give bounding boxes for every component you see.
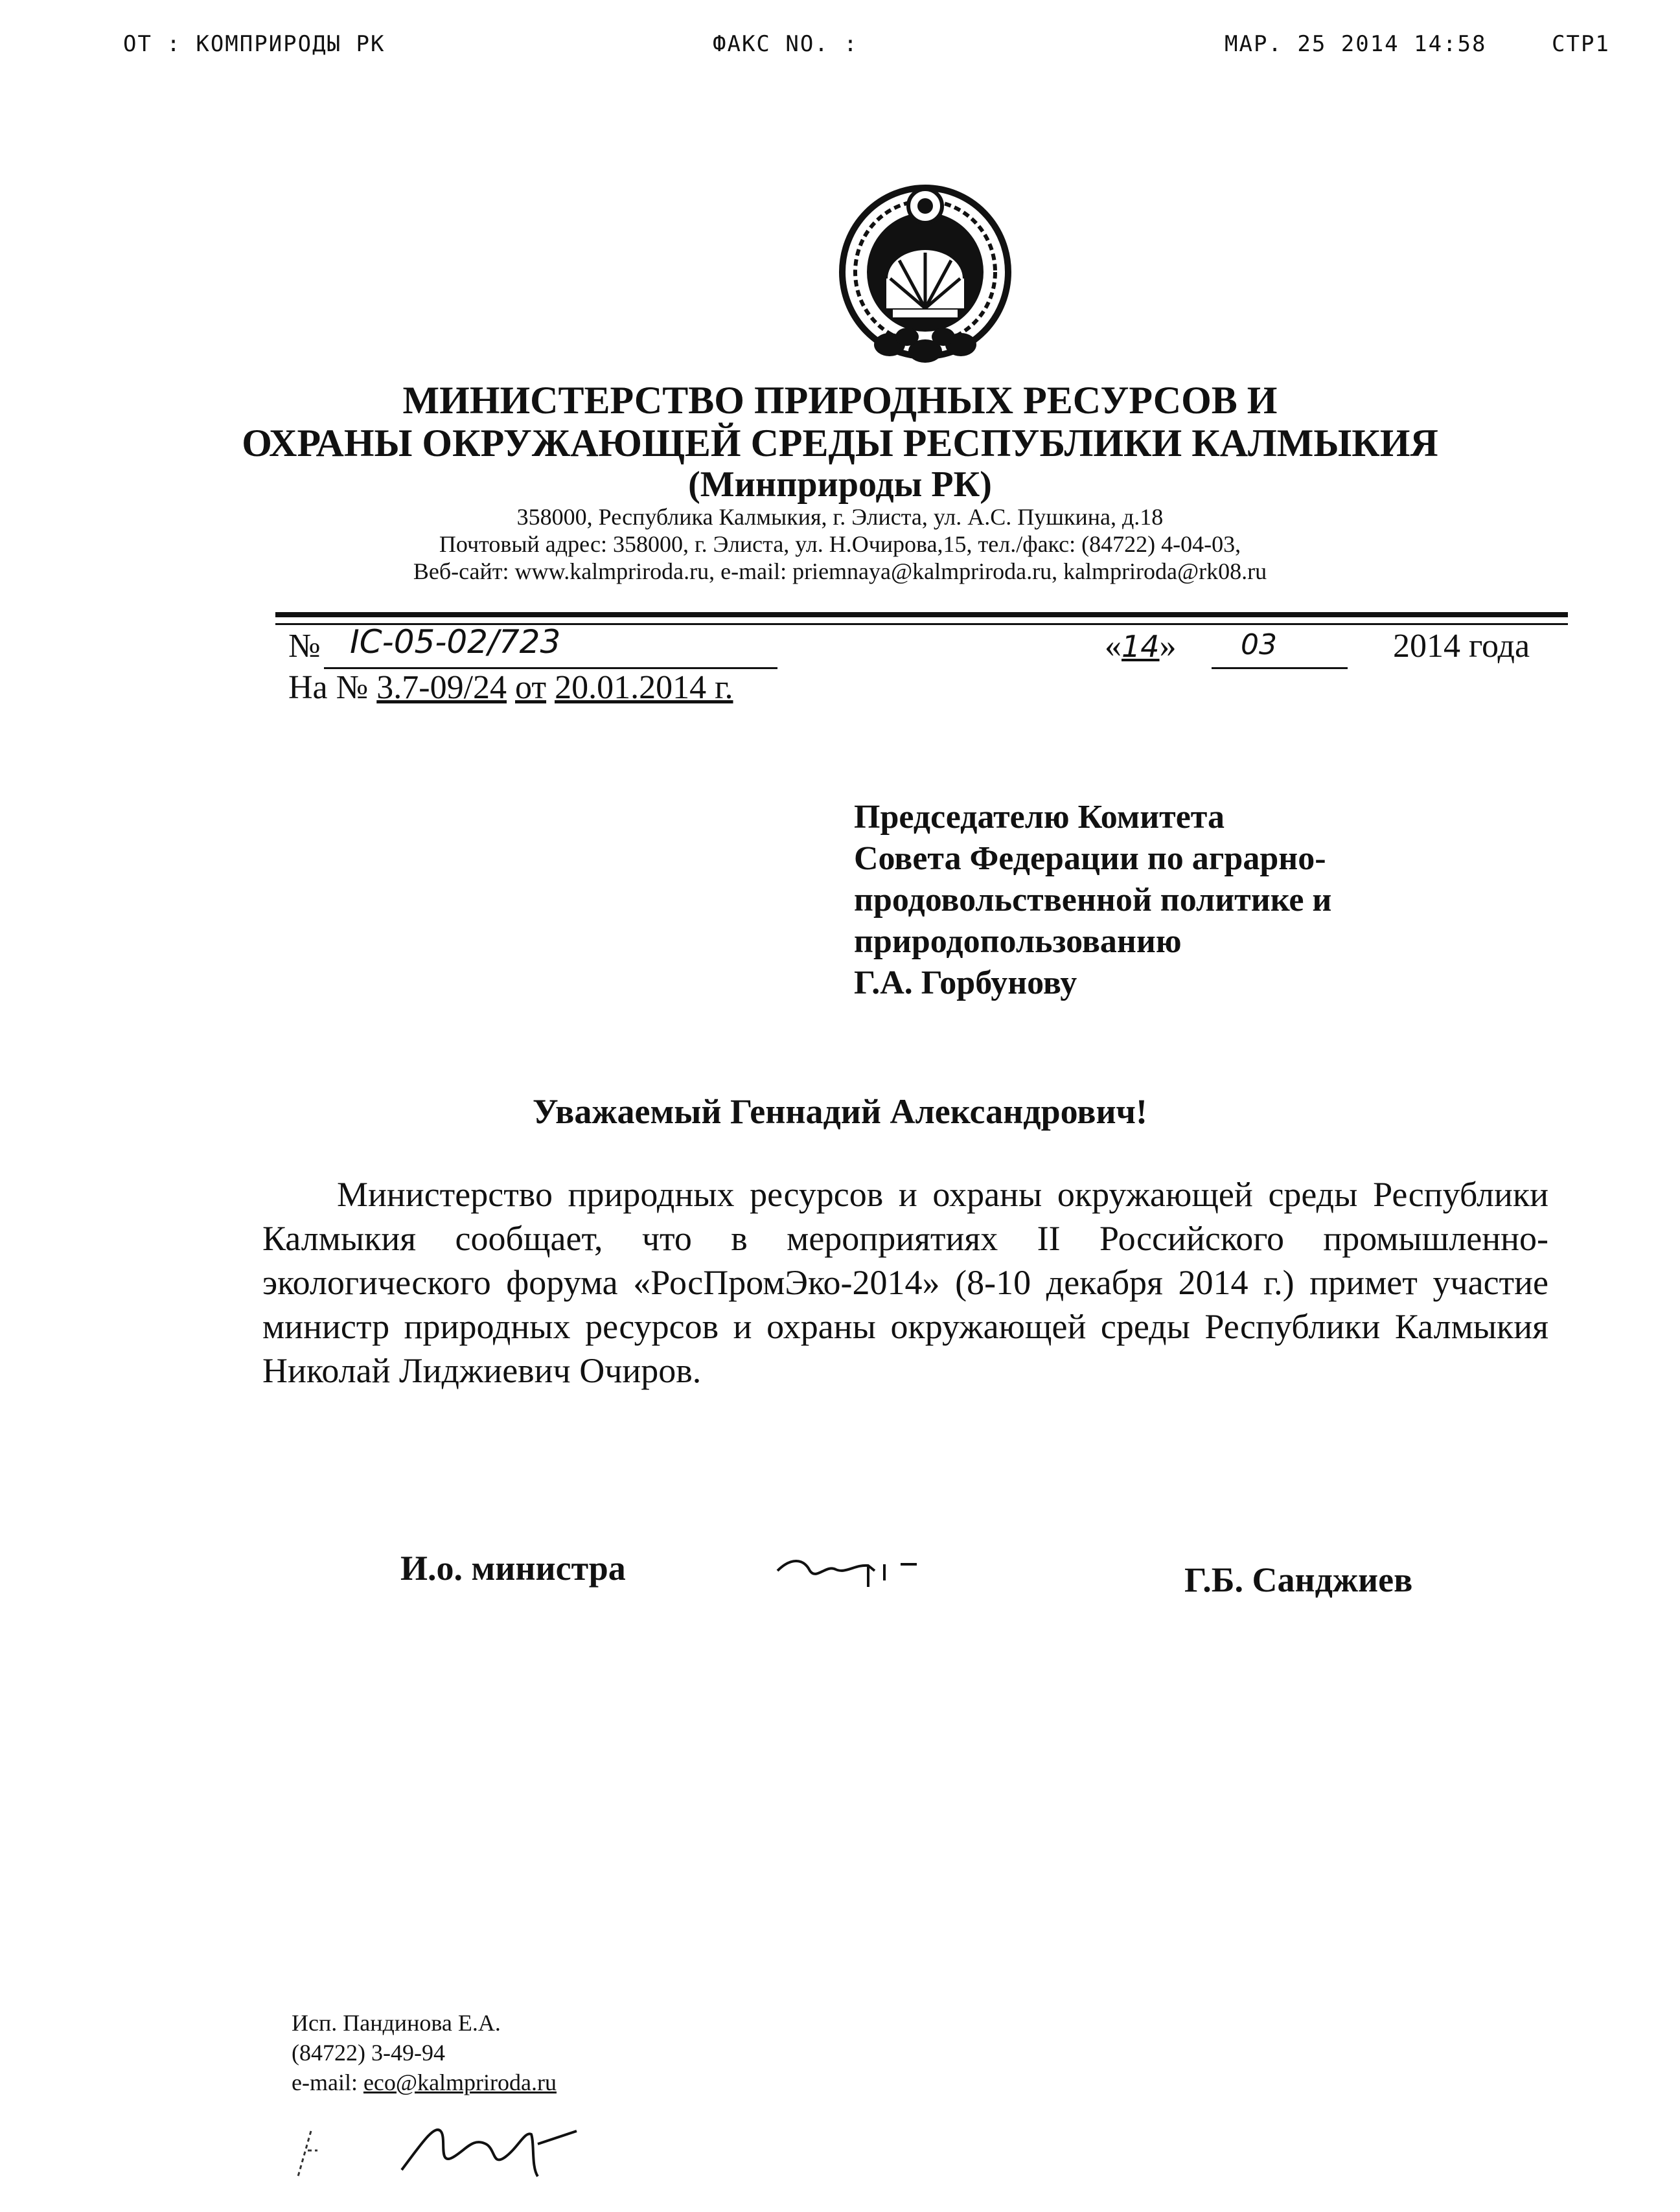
date-month-underline <box>1212 667 1348 669</box>
letter-body: Министерство природных ресурсов и охраны окружающей среды Республики Калмыкия сообщает, что в мероприятиях II Российского промышленно-экологического форума «РосПромЭко-2014» (8-10 декабря 2014 г.) примет участие министр природных ресурсов и охраны окружающей среды Республики Калмыкия Николай Лиджиевич Очиров. <box>262 1175 1548 1390</box>
incoming-reference-from: от <box>515 669 547 706</box>
fax-datetime: МАР. 25 2014 14:58 <box>1225 31 1487 57</box>
address-line3: Веб-сайт: www.kalmpriroda.ru, e-mail: priemnaya@kalmpriroda.ru, kalmpriroda@rk08.ru <box>413 558 1267 584</box>
salutation: Уважаемый Геннадий Александрович! <box>532 1092 1147 1131</box>
fax-sender: OT : КОМПРИРОДЫ РК <box>123 31 385 57</box>
kalmykia-coat-of-arms-icon <box>828 181 1022 369</box>
executor-email-label: e-mail: <box>292 2069 358 2095</box>
executor-email <box>292 2068 557 2097</box>
incoming-reference-label: На № <box>288 669 369 706</box>
date-open-quote: « <box>1105 628 1122 665</box>
date-month: 03 <box>1241 628 1277 661</box>
incoming-reference-number: 3.7-09/24 <box>376 669 507 706</box>
ministry-title-line1: МИНИСТЕРСТВО ПРИРОДНЫХ РЕСУРСОВ И <box>402 379 1278 422</box>
date-year: 2014 года <box>1393 628 1530 665</box>
letterhead-rule-thick <box>275 612 1568 617</box>
addressee-line5: Г.А. Горбунову <box>854 964 1077 1001</box>
addressee-line1: Председателю Комитета <box>854 799 1225 836</box>
handwritten-signature-icon <box>771 1545 926 1597</box>
addressee-line2: Совета Федерации по аграрно- <box>854 840 1326 877</box>
outgoing-number-label: № <box>288 628 321 665</box>
date-close-quote: » <box>1159 628 1177 665</box>
fax-page: СТР1 <box>1552 31 1610 57</box>
initials-signature-icon <box>272 2105 635 2189</box>
address-line1: 358000, Республика Калмыкия, г. Элиста, ул. А.С. Пушкина, д.18 <box>516 504 1164 530</box>
executor-name: Исп. Пандинова Е.А. <box>292 2010 501 2036</box>
incoming-reference-date: 20.01.2014 г. <box>555 669 733 706</box>
letter-date <box>1105 627 1177 665</box>
signatory-position: И.о. министра <box>400 1549 626 1588</box>
addressee-line4: природопользованию <box>854 923 1182 960</box>
addressee-line3: продовольственной политике и <box>854 882 1332 918</box>
address-line2: Почтовый адрес: 358000, г. Элиста, ул. Н.Очирова,15, тел./факс: (84722) 4-04-03, <box>439 531 1241 557</box>
executor-phone: (84722) 3-49-94 <box>292 2040 445 2066</box>
signatory-name: Г.Б. Санджиев <box>1184 1560 1413 1599</box>
fax-number: ФАКС NO. : <box>713 31 858 57</box>
date-day: 14 <box>1122 629 1160 664</box>
ministry-title-line2: ОХРАНЫ ОКРУЖАЮЩЕЙ СРЕДЫ РЕСПУБЛИКИ КАЛМЫКИЯ <box>242 422 1438 464</box>
incoming-reference <box>288 668 733 707</box>
outgoing-number-value: IC-05-02/723 <box>350 623 561 661</box>
executor-email-link[interactable]: eco@kalmpriroda.ru <box>363 2069 557 2095</box>
ministry-short-name: (Минприроды РК) <box>688 464 992 505</box>
